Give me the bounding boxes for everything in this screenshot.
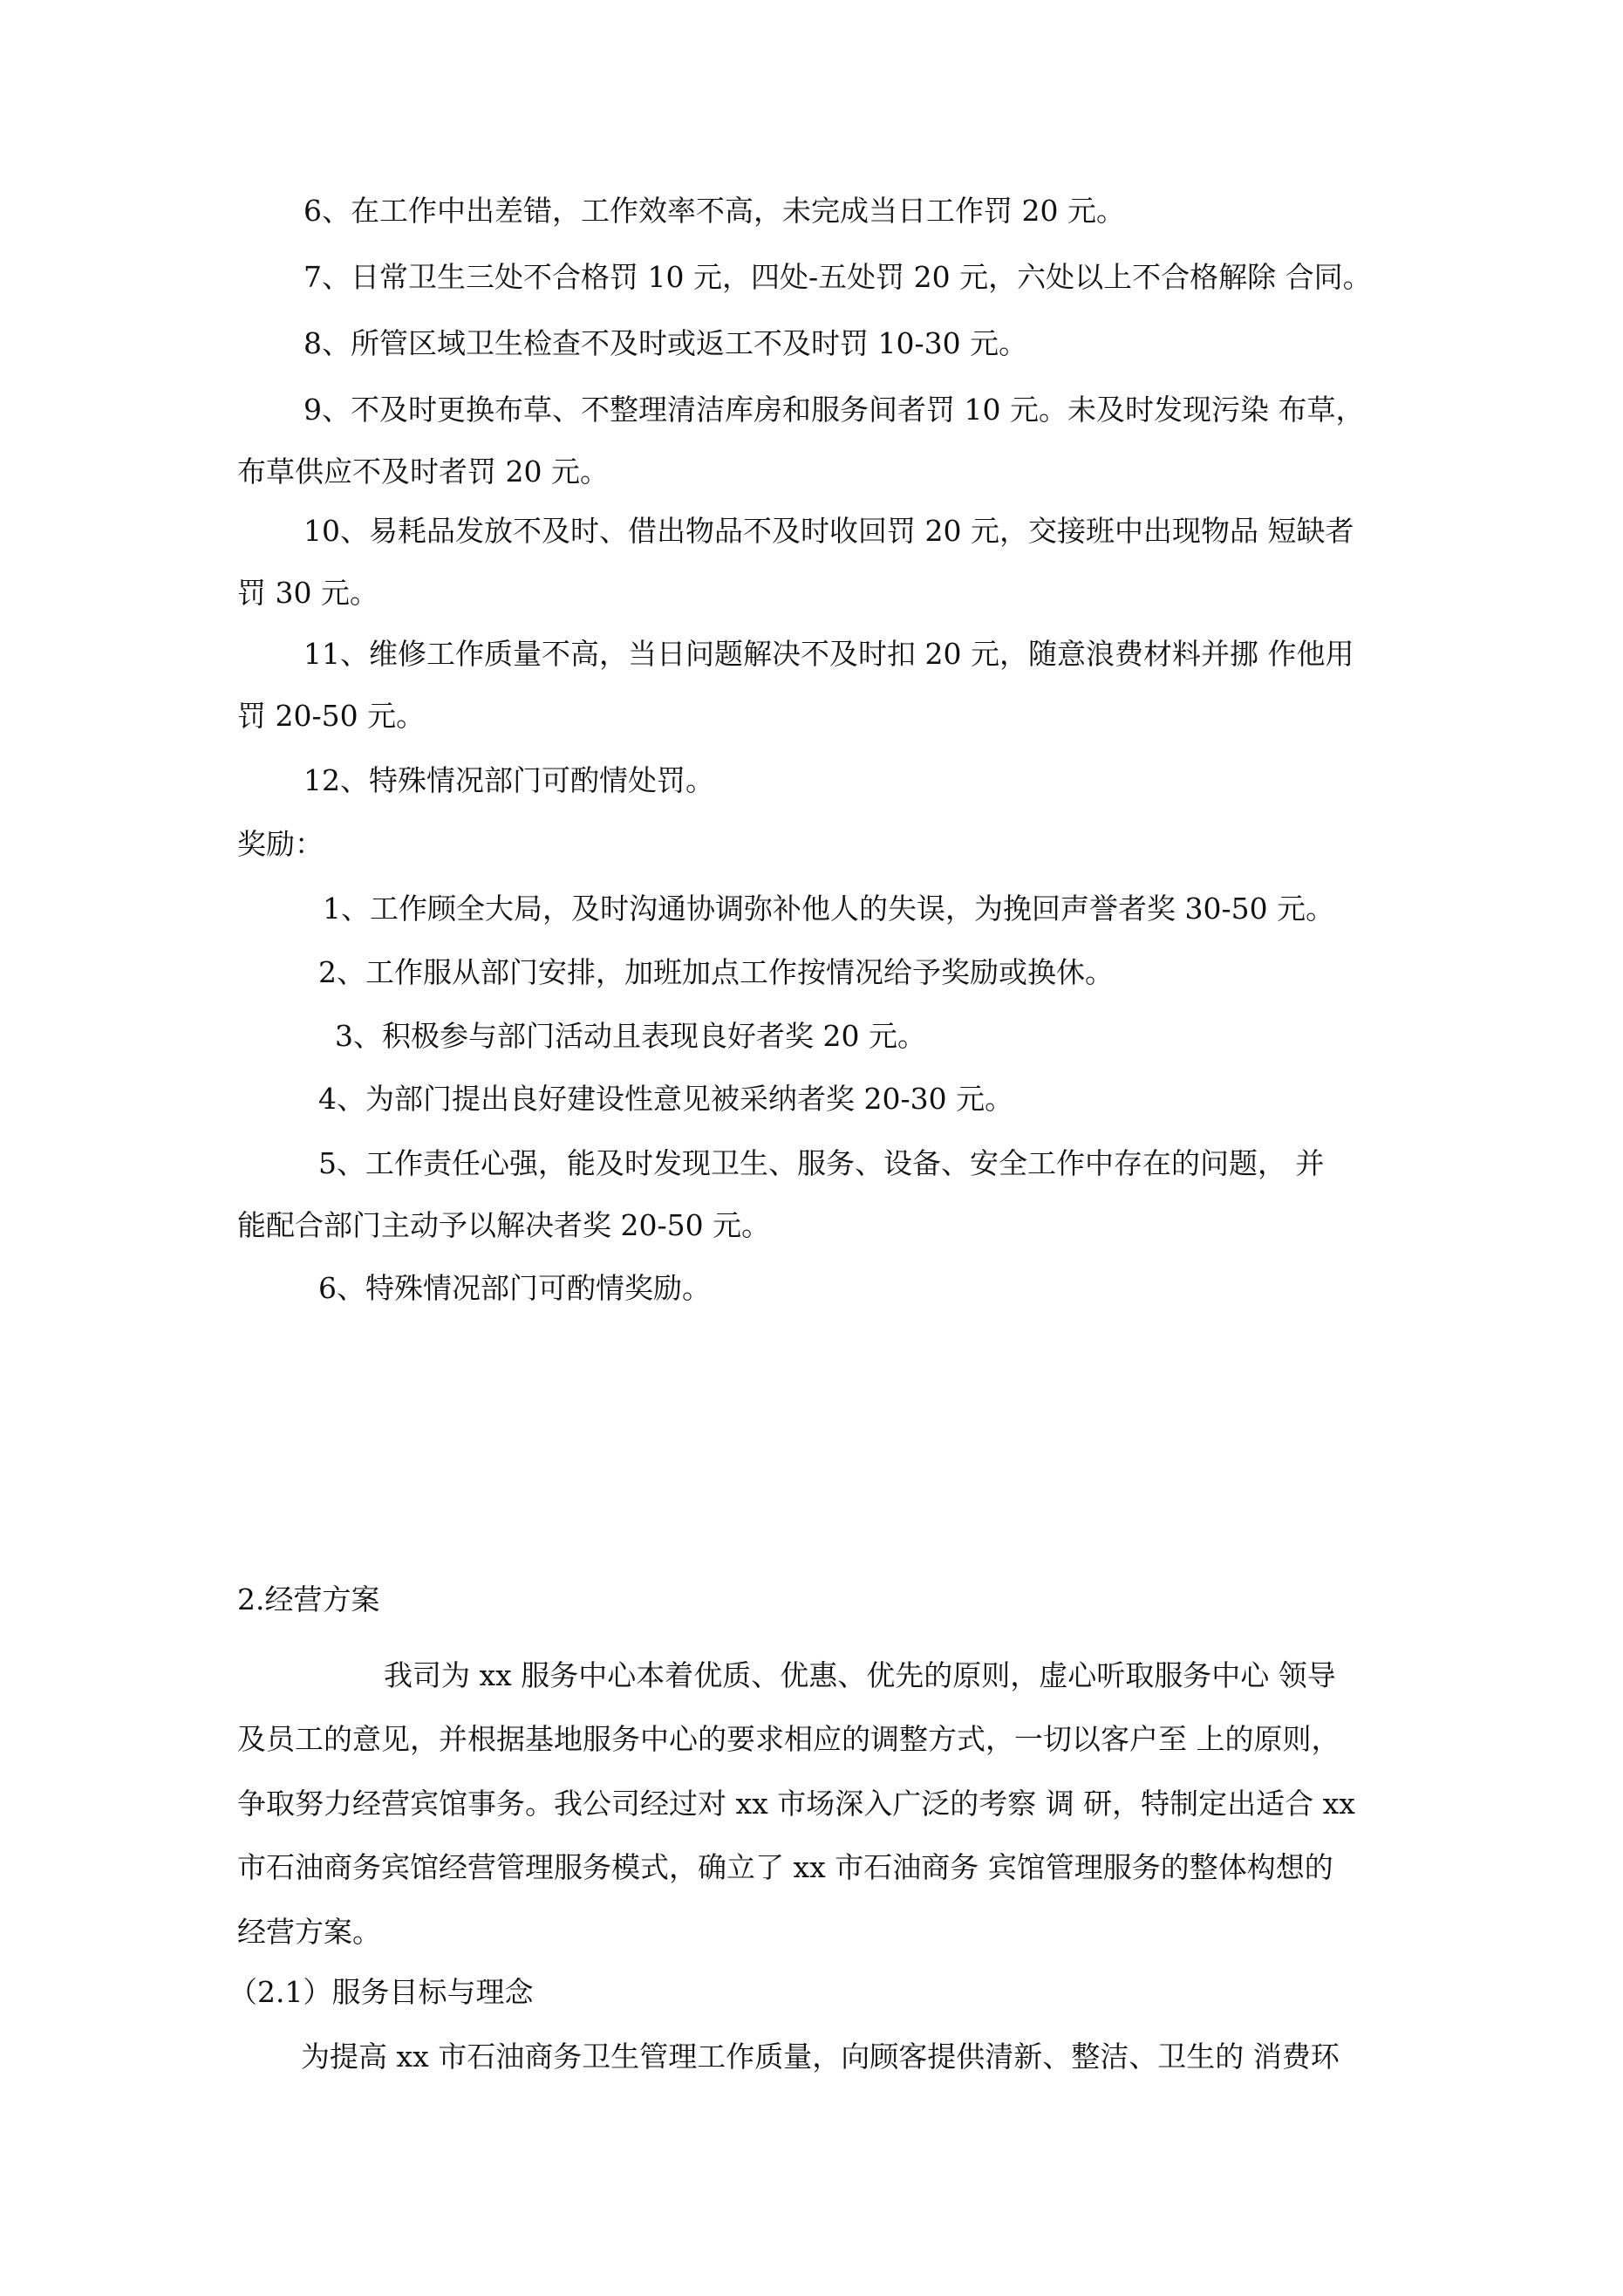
reward-item-3: 3、积极参与部门活动且表现良好者奖 20 元。 (335, 1019, 926, 1053)
penalty-item-7: 7、日常卫生三处不合格罚 10 元，四处-五处罚 20 元，六处以上不合格解除 合同。 (303, 260, 1372, 294)
penalty-item-8: 8、所管区域卫生检查不及时或返工不及时罚 10-30 元。 (303, 326, 1028, 360)
subsection-paragraph-line-1: 为提高 xx 市石油商务卫生管理工作质量，向顾客提供清新、整洁、卫生的 消费环 (301, 2040, 1340, 2074)
section-paragraph-line-2: 及员工的意见，并根据基地服务中心的要求相应的调整方式，一切以客户至 上的原则， (237, 1722, 1340, 1756)
penalty-item-11-cont: 罚 20-50 元。 (237, 699, 426, 733)
penalty-item-10-cont: 罚 30 元。 (237, 576, 378, 610)
subsection-heading: （2.1）服务目标与理念 (228, 1975, 534, 2009)
penalty-item-6: 6、在工作中出差错，工作效率不高，未完成当日工作罚 20 元。 (303, 194, 1125, 228)
section-heading: 2.经营方案 (237, 1582, 380, 1616)
section-paragraph-line-3: 争取努力经营宾馆事务。我公司经过对 xx 市场深入广泛的考察 调 研，特制定出适合 xx (237, 1787, 1355, 1821)
reward-item-2: 2、工作服从部门安排，加班加点工作按情况给予奖励或换休。 (318, 955, 1114, 989)
reward-item-4: 4、为部门提出良好建设性意见被采纳者奖 20-30 元。 (318, 1082, 1014, 1116)
reward-item-5: 5、工作责任心强，能及时发现卫生、服务、设备、安全工作中存在的问题， 并 (318, 1146, 1325, 1180)
penalty-item-12: 12、特殊情况部门可酌情处罚。 (303, 763, 714, 797)
section-paragraph-line-5: 经营方案。 (237, 1915, 381, 1949)
penalty-item-11: 11、维修工作质量不高，当日问题解决不及时扣 20 元，随意浪费材料并挪 作他用 (303, 637, 1354, 671)
penalty-item-9: 9、不及时更换布草、不整理清洁库房和服务间者罚 10 元。未及时发现污染 布草， (303, 393, 1365, 427)
reward-item-5-cont: 能配合部门主动予以解决者奖 20-50 元。 (237, 1208, 771, 1242)
section-paragraph-line-4: 市石油商务宾馆经营管理服务模式，确立了 xx 市石油商务 宾馆管理服务的整体构想的 (237, 1850, 1333, 1884)
penalty-item-9-cont: 布草供应不及时者罚 20 元。 (237, 454, 609, 489)
reward-item-6: 6、特殊情况部门可酌情奖励。 (318, 1271, 711, 1305)
section-paragraph-line-1: 我司为 xx 服务中心本着优质、优惠、优先的原则，虚心听取服务中心 领导 (384, 1658, 1336, 1692)
reward-item-1: 1、工作顾全大局，及时沟通协调弥补他人的失误，为挽回声誉者奖 30-50 元。 (323, 892, 1335, 926)
rewards-heading: 奖励： (237, 827, 324, 861)
penalty-item-10: 10、易耗品发放不及时、借出物品不及时收回罚 20 元，交接班中出现物品 短缺者 (303, 514, 1354, 548)
